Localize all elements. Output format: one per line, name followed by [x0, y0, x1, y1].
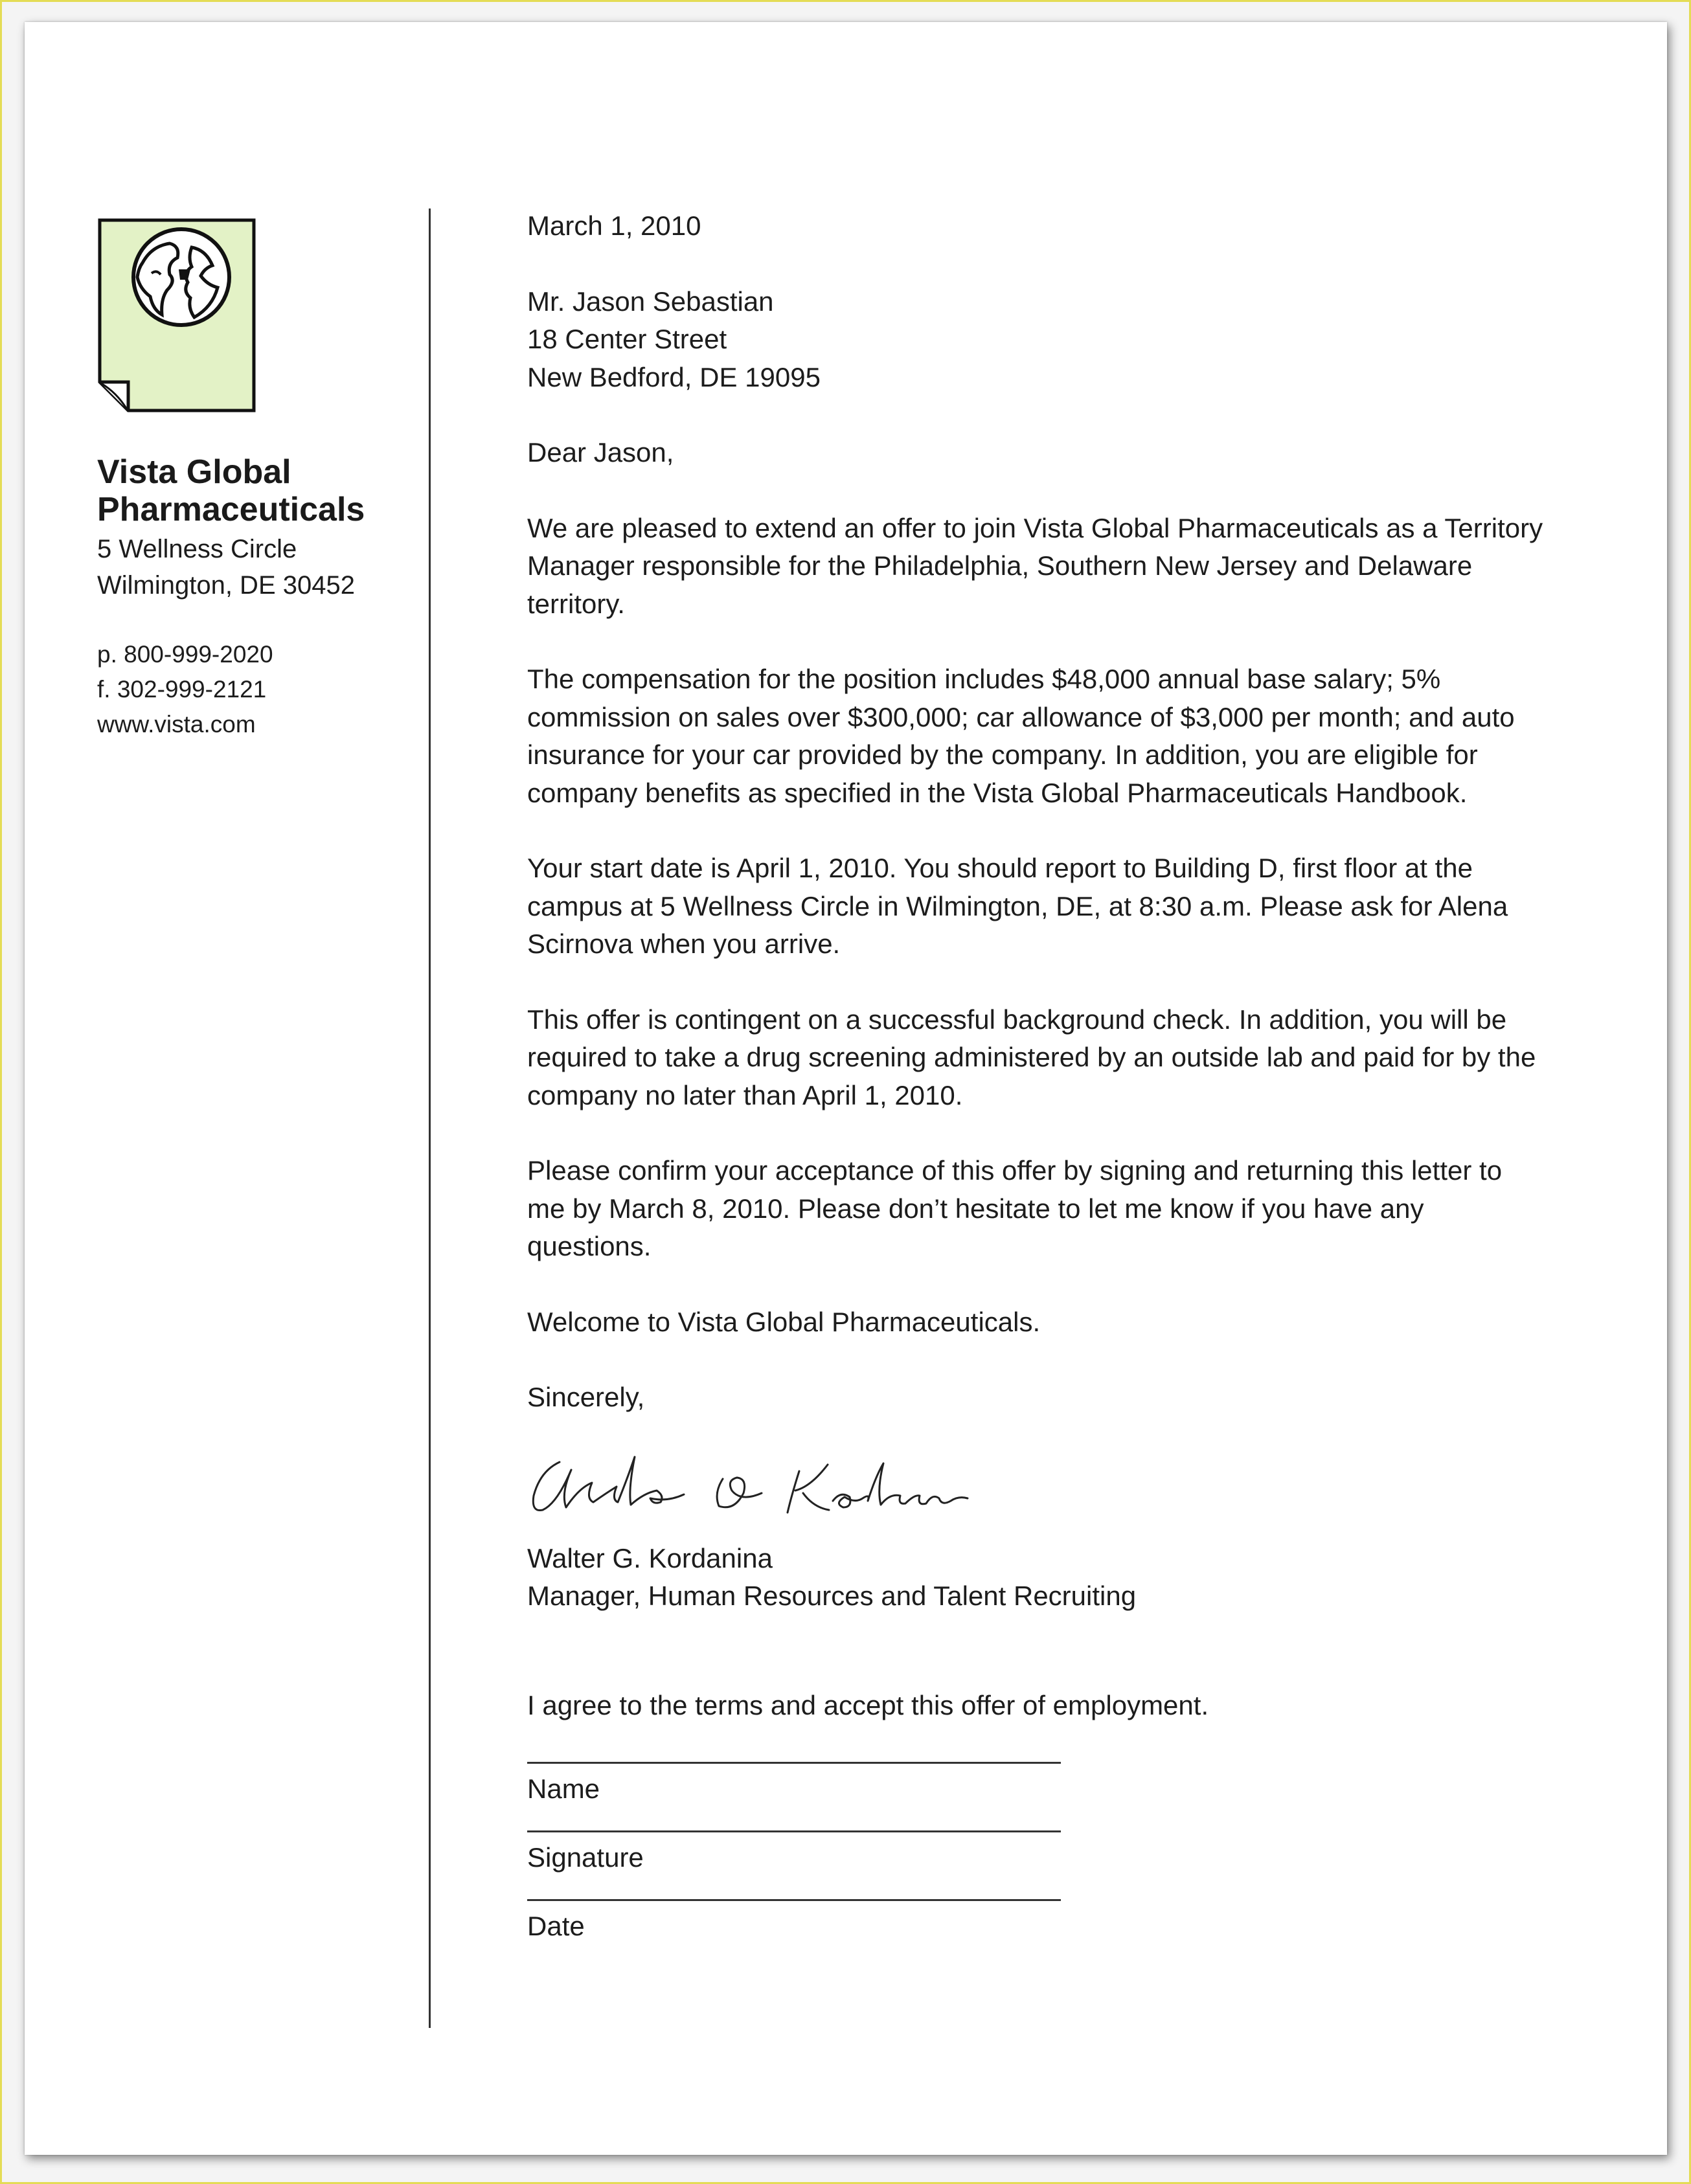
company-name-line2: Pharmaceuticals [97, 491, 365, 528]
company-address-line1: 5 Wellness Circle [97, 535, 297, 563]
paragraph-compensation: The compensation for the position includes $48,000 annual base salary; 5% commission on sales over $300,000; car allowance of $3,000 per month; and auto insurance for your car provided by the company. In addition, you are eligible for company benefits as specified in the Vista Global Pharmaceuticals Handbook. [527, 664, 1515, 808]
handwritten-signature [521, 1431, 987, 1528]
vertical-divider [429, 208, 431, 2028]
signature-field-label: Signature [527, 1842, 644, 1873]
paragraph-contingency: This offer is contingent on a successful background check. In addition, you will be required to take a drug screening administered by an outside lab and paid for by the company no later than April 1, 2010. [527, 1004, 1536, 1110]
salutation: Dear Jason, [527, 437, 674, 467]
paragraph-welcome: Welcome to Vista Global Pharmaceuticals. [527, 1306, 1041, 1337]
letter-date: March 1, 2010 [527, 210, 701, 241]
company-address-line2: Wilmington, DE 30452 [97, 571, 355, 600]
letter-page [25, 22, 1667, 2155]
company-address [97, 531, 402, 603]
name-field[interactable] [527, 1762, 1061, 1830]
signer-name: Walter G. Kordanina [527, 1542, 773, 1573]
company-name [97, 453, 402, 528]
globe-logo-icon [97, 218, 256, 413]
signer-title: Manager, Human Resources and Talent Recruiting [527, 1581, 1137, 1611]
date-field-label: Date [527, 1911, 585, 1941]
company-fax: f. 302-999-2121 [97, 676, 267, 703]
paragraph-confirmation: Please confirm your acceptance of this offer by signing and returning this letter to me by March 8, 2010. Please don’t hesitate to let me know if you have any questions. [527, 1155, 1503, 1261]
paragraph-offer: We are pleased to extend an offer to join Vista Global Pharmaceuticals as a Territory Manager responsible for the Philadelphia, Southern New Jersey and Delaware territory. [527, 512, 1543, 619]
letter-body [527, 207, 1544, 1968]
recipient-address [527, 283, 1544, 397]
recipient-name: Mr. Jason Sebastian [527, 286, 774, 317]
date-field[interactable] [527, 1899, 1061, 1968]
recipient-street: 18 Center Street [527, 324, 727, 354]
company-phone: p. 800-999-2020 [97, 641, 273, 668]
company-name-line1: Vista Global [97, 453, 291, 491]
signer-block [527, 1540, 1544, 1615]
acceptance-statement: I agree to the terms and accept this offer of employment. [527, 1689, 1209, 1720]
recipient-city: New Bedford, DE 19095 [527, 361, 821, 392]
closing: Sincerely, [527, 1382, 645, 1412]
signature-field[interactable] [527, 1830, 1061, 1899]
name-field-label: Name [527, 1773, 600, 1804]
paragraph-start-date: Your start date is April 1, 2010. You should report to Building D, first floor at the campus at 5 Wellness Circle in Wilmington, DE, at 8:30 a.m. Please ask for Alena Scirnova when you arrive. [527, 853, 1508, 959]
company-contact [97, 637, 402, 742]
company-website: www.vista.com [97, 711, 256, 737]
